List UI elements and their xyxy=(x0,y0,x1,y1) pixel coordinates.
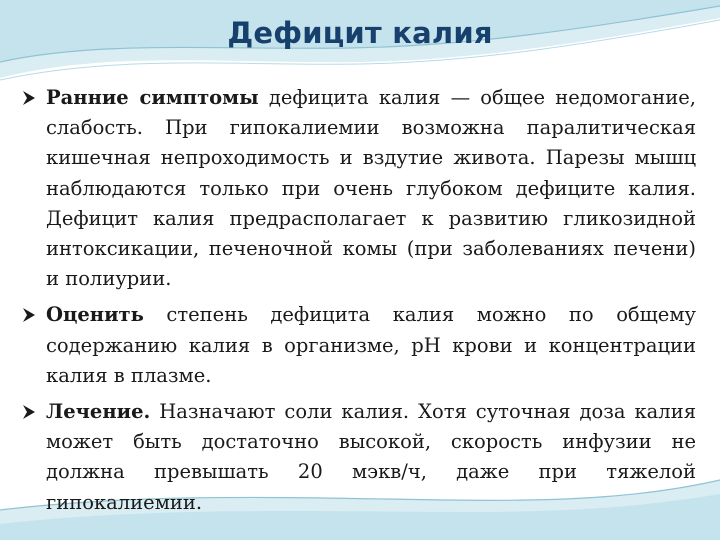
slide-title: Дефицит калия xyxy=(227,16,493,50)
bullet-early-symptoms xyxy=(20,83,696,294)
bullet-treatment xyxy=(20,397,696,518)
bullet-text: дефицита калия — общее недомогание, слабость. При гипокалиемии возможна паралитическая кишечная непроходимость и вздутие живота. Парезы мышц наблюдаются только при очень глубоком дефиците калия. Дефицит калия предрасполагает к развитию гликозидной интоксикации, печеночной комы (при заболеваниях печени) и полиурии. xyxy=(46,86,696,291)
bullet-text: степень дефицита калия можно по общему содержанию калия в организме, рН крови и концентрации калия в плазме. xyxy=(46,303,696,387)
arrow-bullet-icon xyxy=(20,89,38,107)
arrow-bullet-icon xyxy=(20,306,38,324)
bullet-lead: Лечение. xyxy=(46,400,151,424)
bullet-text: Назначают соли калия. Хотя суточная доза калия может быть достаточно высокой, скорость инфузии не должна превышать 20 мэкв/ч, даже при тяжелой гипокалиемии. xyxy=(46,400,696,514)
bullet-lead: Оценить xyxy=(46,303,144,327)
arrow-bullet-icon xyxy=(20,403,38,421)
bullet-lead: Ранние симптомы xyxy=(46,86,259,109)
bullet-list xyxy=(20,83,696,524)
bullet-assessment xyxy=(20,300,696,391)
